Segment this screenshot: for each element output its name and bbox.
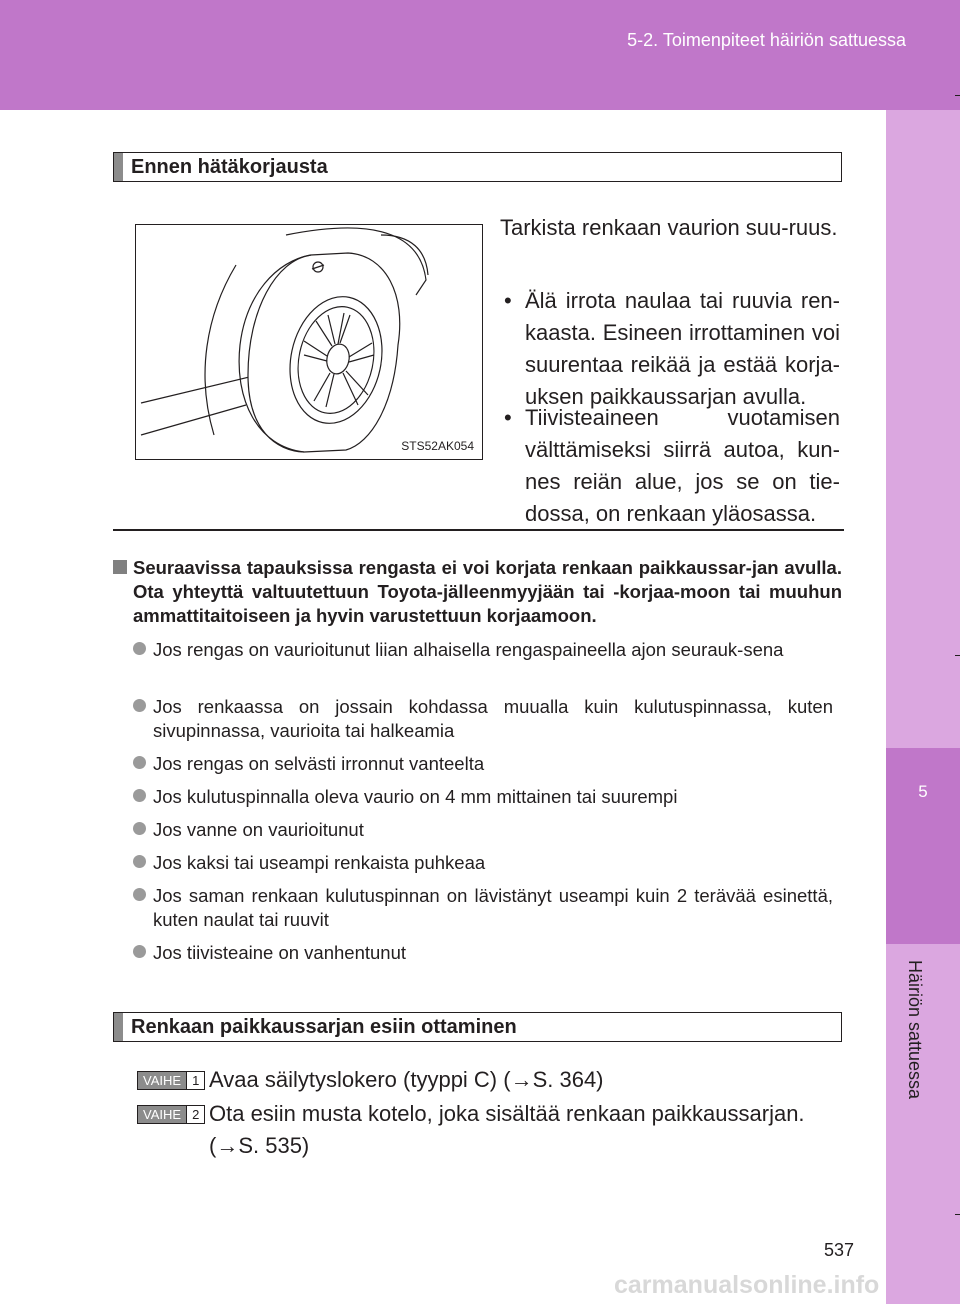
intro-text: Tarkista renkaan vaurion suu-ruus. (500, 215, 838, 240)
circle-bullet-icon (133, 789, 146, 802)
watermark-text: carmanualsonline.info (614, 1271, 880, 1299)
list-item (133, 851, 833, 875)
list-item-text: Jos renkaassa on jossain kohdassa muualla kuin kulutuspinnassa, kuten sivupinnassa, vaurioita tai halkeamia (153, 696, 833, 741)
page-header (0, 0, 960, 110)
step-label: VAIHE (138, 1106, 186, 1123)
bullet-item (500, 285, 840, 413)
list-item (133, 752, 833, 776)
step-badge (137, 1105, 205, 1124)
section-heading (113, 1012, 842, 1042)
circle-bullet-icon (133, 642, 146, 655)
heading-accent-bar (114, 1013, 123, 1041)
section-heading (113, 152, 842, 182)
list-item-text: Jos vanne on vaurioitunut (153, 819, 364, 840)
circle-bullet-icon (133, 888, 146, 901)
crop-mark (955, 655, 960, 656)
circle-bullet-icon (133, 756, 146, 769)
list-item (133, 941, 833, 965)
square-bullet-icon (113, 560, 127, 574)
chapter-label: Häiriön sattuessa (905, 960, 925, 1100)
note-title (113, 556, 842, 628)
list-item (133, 785, 833, 809)
bullet-dot: • (504, 288, 512, 313)
circle-bullet-icon (133, 945, 146, 958)
chapter-number: 5 (918, 782, 928, 801)
list-item-text: Jos tiivisteaine on vanhentunut (153, 942, 407, 963)
section-heading-text: Ennen hätäkorjausta (131, 156, 328, 178)
step-text: Ota esiin musta kotelo, joka sisältää renkaan paikkaussarjan. (→S. 535) (209, 1101, 805, 1158)
bullet-text: Tiivisteaineen vuotamisen välttämiseksi siirrä autoa, kun-nes reiän alue, jos se on tie-dossa, on renkaan yläosassa. (525, 405, 840, 526)
circle-bullet-icon (133, 855, 146, 868)
bullet-item (500, 402, 840, 530)
step-text: Avaa säilytyslokero (tyyppi C) (→S. 364) (209, 1067, 604, 1092)
list-item-text: Jos kaksi tai useampi renkaista puhkeaa (153, 852, 486, 873)
section-title: 5-2. Toimenpiteet häiriön sattuessa (627, 30, 906, 50)
step-item (137, 1064, 847, 1096)
circle-bullet-icon (133, 822, 146, 835)
list-item-text: Jos rengas on vaurioitunut liian alhaisella rengaspaineella ajon seurauk-sena (153, 639, 784, 660)
tire-drawing (136, 225, 482, 459)
figure-code: STS52AK054 (401, 439, 474, 453)
list-item (133, 884, 833, 932)
heading-accent-bar (114, 153, 123, 181)
step-label: VAIHE (138, 1072, 186, 1089)
crop-mark (955, 95, 960, 96)
list-item-text: Jos saman renkaan kulutuspinnan on lävistänyt useampi kuin 2 terävää esinettä, kuten naulat tai ruuvit (153, 885, 833, 930)
crop-mark (955, 1214, 960, 1215)
tire-illustration (135, 224, 483, 460)
list-item (133, 695, 833, 743)
step-number: 1 (186, 1072, 204, 1089)
list-item (133, 638, 833, 662)
chapter-number-box (886, 748, 960, 944)
bullet-dot: • (504, 405, 512, 430)
bullet-text: Älä irrota naulaa tai ruuvia ren-kaasta. Esineen irrottaminen voi suurentaa reikää ja estää korja-uksen paikkaussarjan avulla. (525, 288, 840, 409)
list-item (133, 818, 833, 842)
divider (113, 529, 844, 531)
note-title-text: Seuraavissa tapauksissa rengasta ei voi korjata renkaan paikkaussar-jan avulla. Ota yhteyttä valtuutettuun Toyota-jälleenmyyjään tai -korjaa-moon tai muuhun ammattitaitoiseen ja hyvin varustettuun korjaamoon. (133, 557, 842, 626)
section-heading-text: Renkaan paikkaussarjan esiin ottaminen (131, 1016, 517, 1038)
step-item (137, 1098, 847, 1162)
list-item-text: Jos rengas on selvästi irronnut vanteelta (153, 753, 485, 774)
circle-bullet-icon (133, 699, 146, 712)
page-number: 537 (824, 1240, 855, 1260)
chapter-side-tab (886, 110, 960, 1304)
step-badge (137, 1071, 205, 1090)
step-number: 2 (186, 1106, 204, 1123)
list-item-text: Jos kulutuspinnalla oleva vaurio on 4 mm mittainen tai suurempi (153, 786, 678, 807)
